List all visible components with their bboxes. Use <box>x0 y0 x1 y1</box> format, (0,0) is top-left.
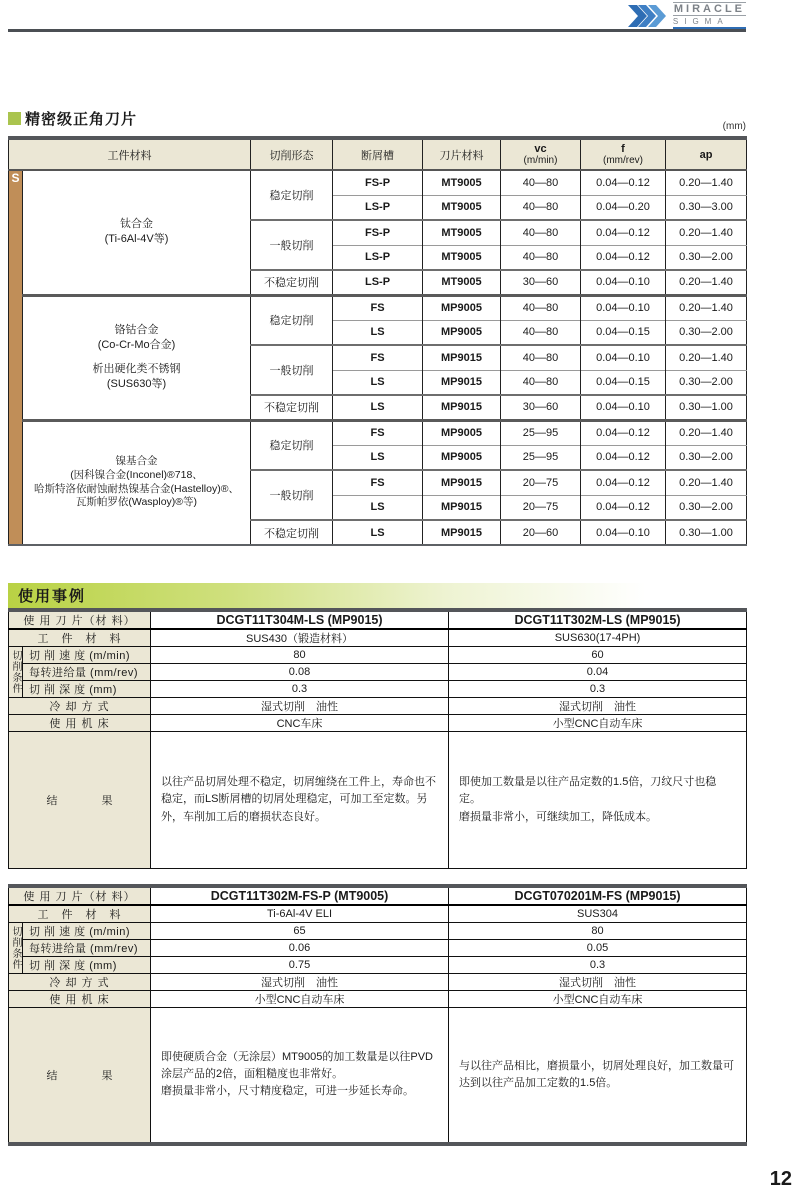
label-result: 结 果 <box>9 732 151 869</box>
col-header-f: f (mm/rev) <box>581 138 666 170</box>
col-header-chip-breaker: 断屑槽 <box>333 138 423 170</box>
table-row: 一般切削 FS-P MT9005 40—80 0.04—0.12 0.20—1.40 <box>9 220 747 245</box>
logo-text-miracle: MIRACLE <box>673 3 745 15</box>
label-machine: 使 用 机 床 <box>9 715 151 732</box>
label-cutting-conditions: 切削条件 <box>9 923 23 974</box>
work-material-row: 工 件 材 料 SUS430（锻造材料） SUS630(17-4PH) <box>9 629 747 647</box>
unit-label: (mm) <box>722 121 746 132</box>
cutting-form-cell: 稳定切削 <box>251 170 333 220</box>
section2-title: 使用事例 <box>18 588 87 605</box>
label-result: 结 果 <box>9 1008 151 1144</box>
label-depth: 切 削 深 度 (mm) <box>23 957 151 974</box>
label-cutting-conditions: 切削条件 <box>9 647 23 698</box>
cutting-form-cell: 稳定切削 <box>251 420 333 470</box>
cutting-form-cell: 不稳定切削 <box>251 520 333 545</box>
col-header-ap: ap <box>666 138 747 170</box>
label-work-material: 工 件 材 料 <box>9 905 151 923</box>
cutting-speed-row: 切削条件 切 削 速 度 (m/min) 65 80 <box>9 923 747 940</box>
cutting-form-cell: 不稳定切削 <box>251 270 333 295</box>
section2-heading-band <box>8 583 805 608</box>
table-row: LS-P MT9005 40—80 0.04—0.12 0.30—2.00 <box>9 245 747 270</box>
table-row: LS MP9005 40—80 0.04—0.15 0.30—2.00 <box>9 320 747 345</box>
label-machine: 使 用 机 床 <box>9 991 151 1008</box>
cutting-speed-row: 切削条件 切 削 速 度 (m/min) 80 60 <box>9 647 747 664</box>
cutting-form-cell: 稳定切削 <box>251 295 333 345</box>
material-cell-titanium: 钛合金 (Ti-6Al-4V等) <box>23 170 251 295</box>
label-cutting-speed: 切 削 速 度 (m/min) <box>23 923 151 940</box>
logo-text-sigma: SIGMA <box>673 17 746 29</box>
depth-row: 切 削 深 度 (mm) 0.75 0.3 <box>9 957 747 974</box>
label-cutting-speed: 切 削 速 度 (m/min) <box>23 647 151 664</box>
table-row: S 钛合金 (Ti-6Al-4V等) 稳定切削 FS-P MT9005 40—80 0.04—0.12 0.20—1.40 <box>9 170 747 195</box>
label-depth: 切 削 深 度 (mm) <box>23 681 151 698</box>
header-rule <box>8 29 746 32</box>
table-row: 铬钴合金 (Co-Cr-Mo合金) 析出硬化类不锈钢 (SUS630等) 稳定切削 FS MP9005 40—80 0.04—0.10 0.20—1.40 <box>9 295 747 320</box>
table-row: 不稳定切削 LS MP9015 20—60 0.04—0.10 0.30—1.00 <box>9 520 747 545</box>
insert-row: 使 用 刀 片（材 料） DCGT11T302M-FS-P (MT9005) DCGT070201M-FS (MP9015) <box>9 886 747 905</box>
label-insert: 使 用 刀 片（材 料） <box>9 886 151 905</box>
label-work-material: 工 件 材 料 <box>9 629 151 647</box>
col-header-vc: vc (m/min) <box>501 138 581 170</box>
feed-row: 每转进给量 (mm/rev) 0.06 0.05 <box>9 940 747 957</box>
result-text: 即使硬质合金（无涂层）MT9005的加工数量是以往PVD涂层产品的2倍，面粗糙度也非常好。 磨损量非常小，尺寸精度稳定，可进一步延长寿命。 <box>151 1008 449 1144</box>
section1-title: 精密级正角刀片 <box>25 111 138 128</box>
usage-example-table-1 <box>8 608 747 869</box>
iso-class-cell: S <box>9 170 23 545</box>
label-insert: 使 用 刀 片（材 料） <box>9 610 151 629</box>
label-feed: 每转进给量 (mm/rev) <box>23 940 151 957</box>
table-row: 一般切削 FS MP9015 20—75 0.04—0.12 0.20—1.40 <box>9 470 747 495</box>
feed-row: 每转进给量 (mm/rev) 0.08 0.04 <box>9 664 747 681</box>
insert-row: 使 用 刀 片（材 料） DCGT11T304M-LS (MP9015) DCGT11T302M-LS (MP9015) <box>9 610 747 629</box>
material-cell-nickel: 镍基合金 (因科镍合金(Inconel)®718、 哈斯特洛依耐蚀耐热镍基合金(Hastelloy)®、 瓦斯帕罗依(Wasploy)®等) <box>23 420 251 545</box>
label-coolant: 冷 却 方 式 <box>9 974 151 991</box>
brand-logo <box>627 2 746 29</box>
machine-row: 使 用 机 床 CNC车床 小型CNC自动车床 <box>9 715 747 732</box>
label-feed: 每转进给量 (mm/rev) <box>23 664 151 681</box>
cutting-form-cell: 一般切削 <box>251 470 333 520</box>
result-row <box>9 732 747 869</box>
usage-example-table-2 <box>8 884 747 1146</box>
table-row: LS MP9015 20—75 0.04—0.12 0.30—2.00 <box>9 495 747 520</box>
label-coolant: 冷 却 方 式 <box>9 698 151 715</box>
table-row: 一般切削 FS MP9015 40—80 0.04—0.10 0.20—1.40 <box>9 345 747 370</box>
col-header-material: 工件材料 <box>9 138 251 170</box>
green-square-bullet-icon <box>8 112 21 125</box>
cutting-form-cell: 一般切削 <box>251 220 333 270</box>
work-material-row: 工 件 材 料 Ti-6Al-4V ELI SUS304 <box>9 905 747 923</box>
table-row: LS MP9005 25—95 0.04—0.12 0.30—2.00 <box>9 445 747 470</box>
table-row: 镍基合金 (因科镍合金(Inconel)®718、 哈斯特洛依耐蚀耐热镍基合金(Hastelloy)®、 瓦斯帕罗依(Wasploy)®等) 稳定切削 FS MP9005 25—95 0.04—0.12 0.20—1.40 <box>9 420 747 445</box>
result-text: 与以往产品相比，磨损量小，切屑处理良好，加工数量可达到以往产品加工定数的1.5倍。 <box>449 1008 747 1144</box>
section1-heading <box>8 108 137 129</box>
table-row: 不稳定切削 LS-P MT9005 30—60 0.04—0.10 0.20—1.40 <box>9 270 747 295</box>
miracle-sigma-chevron-icon <box>627 4 669 28</box>
coolant-row: 冷 却 方 式 湿式切削 油性 湿式切削 油性 <box>9 974 747 991</box>
table-row: LS-P MT9005 40—80 0.04—0.20 0.30—3.00 <box>9 195 747 220</box>
cutting-form-cell: 不稳定切削 <box>251 395 333 420</box>
table-header-row <box>9 138 747 170</box>
col-header-cutting-form: 切削形态 <box>251 138 333 170</box>
table-row: 不稳定切削 LS MP9015 30—60 0.04—0.10 0.30—1.00 <box>9 395 747 420</box>
col-header-grade: 刀片材料 <box>423 138 501 170</box>
depth-row: 切 削 深 度 (mm) 0.3 0.3 <box>9 681 747 698</box>
cutting-conditions-table <box>8 136 747 546</box>
machine-row: 使 用 机 床 小型CNC自动车床 小型CNC自动车床 <box>9 991 747 1008</box>
coolant-row: 冷 却 方 式 湿式切削 油性 湿式切削 油性 <box>9 698 747 715</box>
result-text: 以往产品切屑处理不稳定，切屑缠绕在工件上，寿命也不稳定，而LS断屑槽的切屑处理稳定，可加工至定数。另外，车削加工后的磨损状态良好。 <box>151 732 449 869</box>
result-text: 即使加工数量是以往产品定数的1.5倍，刀纹尺寸也稳定。 磨损量非常小，可继续加工，降低成本。 <box>449 732 747 869</box>
material-cell-cocrmo: 铬钴合金 (Co-Cr-Mo合金) 析出硬化类不锈钢 (SUS630等) <box>23 295 251 420</box>
table-row: LS MP9015 40—80 0.04—0.15 0.30—2.00 <box>9 370 747 395</box>
page-number: 12 <box>769 1168 792 1190</box>
result-row <box>9 1008 747 1144</box>
cutting-form-cell: 一般切削 <box>251 345 333 395</box>
